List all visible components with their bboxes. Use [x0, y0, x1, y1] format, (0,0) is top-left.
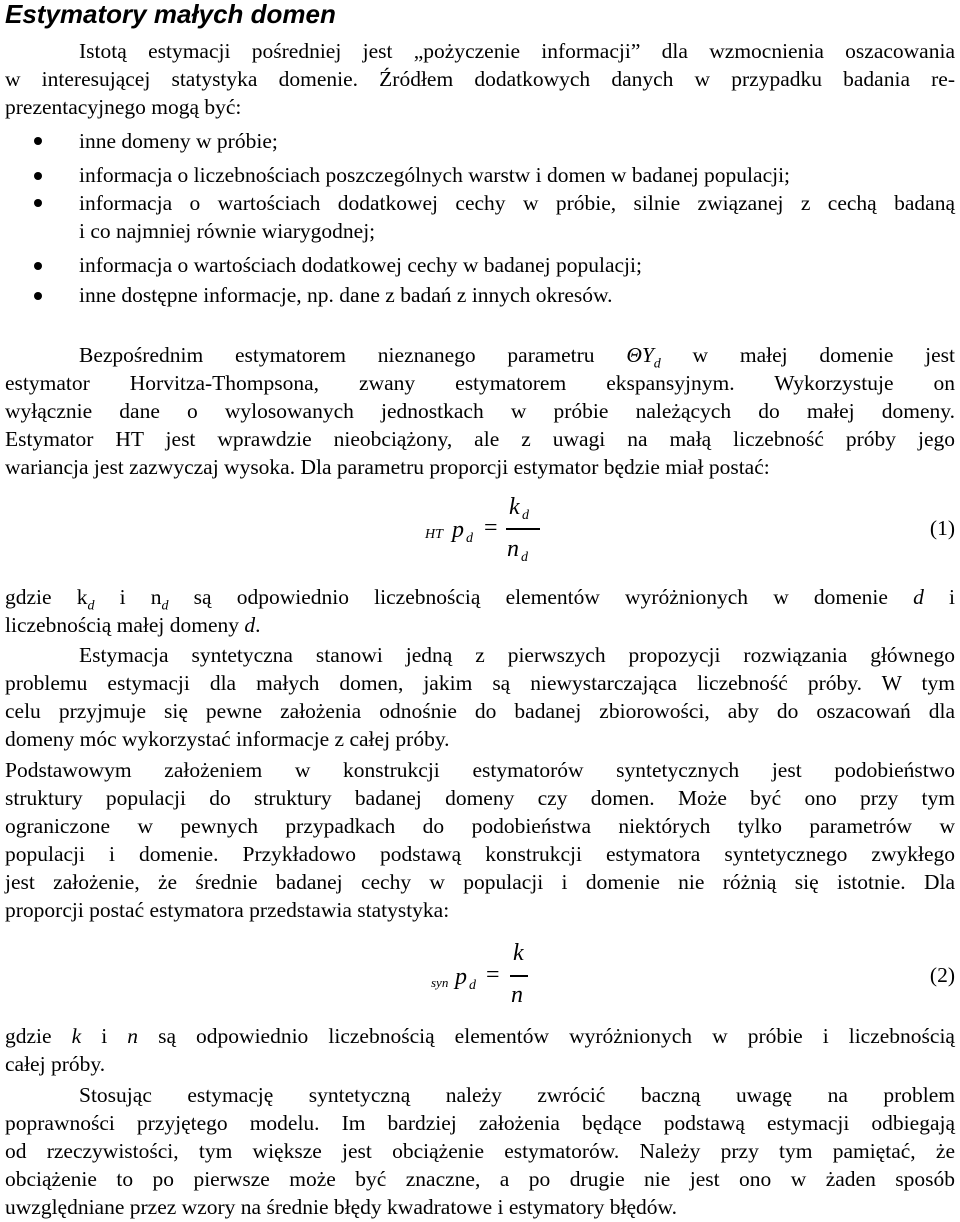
p3-line-1: gdzie $k_d$ i $n_d$ są odpowiednio liczebnością elementów wyróżnionych w domenie d i [5, 585, 955, 614]
p2-line-3: wyłącznie dane o wylosowanych jednostkach w próbie należących do małej domeny. [5, 399, 955, 423]
p6-line-2: całej próby. [5, 1052, 106, 1076]
document-page: Estymatory małych domen Istotą estymacji pośredniej jest „pożyczenie informacji” dla wzmocnienia oszacowania w interesującej statystyka domenie. Źródłem dodatkowych danych w przypadku badania re- prezentacyjnego mogą być: inne domeny w próbie; informacja o liczebnościach poszczególnych warstw i domen w badanej populacji; informacja o wartościach dodatkowej cechy w próbie, silnie związanej z cechą badaną i co najmniej równie wiarygodnej; informacja o wartościach dodatkowej cechy w badanej populacji; inne dostępne informacje, np. dane z badań z innych okresów. Bezpośrednim estymatorem nieznanego parametru $\Theta Y_d$ w małej domenie jest estymator Horvitza-Thompsona, zwany estymatorem ekspansyjnym. Wykorzystuje on wyłącznie dane o wylosowanych jednostkach w próbie należących do małej domeny. Estymator HT jest wprawdzie nieobciążony, ale z uwagi na małą liczebność próby jego wariancja jest zazwyczaj wysoka. Dla parametru proporcji estymator będzie miał postać: HT p d = k d n d (1) gdzie $k_d$ i $n_d$ są odpowiednio liczebnością elementów wyróżnionych w domenie d i liczebnością małej domeny d. Estymacja syntetyczna stanowi jedną z pierwszych propozycji rozwiązania głównego problemu estymacji dla małych domen, jakim są niewystarczająca liczebność próby. W tym celu przyjmuje się pewne założenia odnośnie do badanej zbiorowości, aby do oszacowań dla domeny móc wykorzystać informacje z całej próby. Podstawowym założeniem w konstrukcji estymatorów syntetycznych jest podobieństwo struktury populacji do struktury badanej domeny czy domen. Może być ono przy tym ograniczone w pewnych przypadkach do podobieństwa niektórych tylko parametrów w populacji i domenie. Przykładowo podstawą konstrukcji estymatora syntetycznego zwykłego jest założenie, że średnie badanej cechy w populacji i domenie nie różnią się istotnie. Dla proporcji postać estymatora przedstawia statystyka: syn p d = k n (2) gdzie k i n są odpowiednio liczebnością elementów wyróżnionych w próbie i liczebnością całej próby. Stosując estymację syntetyczną należy zwrócić baczną uwagę na problem poprawności przyjętego modelu. Im bardziej założenia będące podstawą estymacji odbiegają od rzeczywistości, tym większe jest obciążenie estymatorów. Należy przy tym pamiętać, że obciążenie to po pierwsze może być znaczne, a po drugie nie jest ono w żaden sposób uwzględniane przez wzory na średnie błędy kwadratowe i estymatory błędów. [5, 0, 955, 1219]
p7-line-3: od rzeczywistości, tym większe jest obciążenie estymatorów. Należy przy tym pamiętać, że [5, 1139, 955, 1163]
p2-line-5: wariancja jest zazwyczaj wysoka. Dla parametru proporcji estymator będzie miał postać: [5, 455, 770, 479]
p4-line-1: Estymacja syntetyczna stanowi jedną z pierwszych propozycji rozwiązania głównego [79, 643, 955, 667]
bullet-item-3-cont: i co najmniej równie wiarygodnej; [79, 219, 376, 243]
p2-line-4: Estymator HT jest wprawdzie nieobciążony, ale z uwagi na małą liczebność próby jego [5, 427, 955, 451]
p5-line-3: ograniczone w pewnych przypadkach do podobieństwa niektórych tylko parametrów w [5, 814, 955, 838]
bullet-dot [34, 262, 42, 270]
equation-number: (2) [929, 963, 955, 987]
bullet-item-1: inne domeny w próbie; [79, 129, 278, 153]
intro-line-1: Istotą estymacji pośredniej jest „pożyczenie informacji” dla wzmocnienia oszacowania [79, 39, 955, 63]
p6-line-1: gdzie k i n są odpowiednio liczebnością elementów wyróżnionych w próbie i liczebnością [5, 1024, 955, 1048]
bullet-dot [34, 292, 42, 300]
p5-line-4: populacji i domenie. Przykładowo podstawą konstrukcji estymatora syntetycznego zwykłego [5, 842, 955, 866]
p3-line-2: liczebnością małej domeny d. [5, 613, 261, 637]
bullet-item-4: informacja o wartościach dodatkowej cechy w badanej populacji; [79, 253, 642, 277]
p5-line-6: proporcji postać estymatora przedstawia statystyka: [5, 898, 450, 922]
bullet-item-3: informacja o wartościach dodatkowej cechy w próbie, silnie związanej z cechą badaną [79, 191, 955, 215]
p5-line-1: Podstawowym założeniem w konstrukcji estymatorów syntetycznych jest podobieństwo [5, 758, 955, 782]
p5-line-5: jest założenie, że średnie badanej cechy w populacji i domenie nie różnią się istotnie. Dla [5, 870, 955, 894]
theta-symbol: ΘY [626, 343, 654, 367]
p4-line-2: problemu estymacji dla małych domen, jakim są niewystarczająca liczebność próby. W tym [5, 671, 955, 695]
intro-line-3: prezentacyjnego mogą być: [5, 95, 242, 119]
fraction-bar [506, 528, 540, 530]
p7-line-5: uwzględniane przez wzory na średnie błędy kwadratowe i estymatory błędów. [5, 1195, 678, 1219]
bullet-dot [34, 172, 42, 180]
equation-number: (1) [929, 516, 955, 540]
bullet-item-5: inne dostępne informacje, np. dane z badań z innych okresów. [79, 283, 613, 307]
bullet-item-2: informacja o liczebnościach poszczególnych warstw i domen w badanej populacji; [79, 163, 791, 187]
p2-line-2: estymator Horvitza-Thompsona, zwany estymatorem ekspansyjnym. Wykorzystuje on [5, 371, 955, 395]
p4-line-3: celu przyjmuje się pewne założenia odnośnie do badanej zbiorowości, aby do oszacowań dla [5, 699, 955, 723]
p7-line-2: poprawności przyjętego modelu. Im bardziej założenia będące podstawą estymacji odbiegają [5, 1111, 955, 1135]
fraction-bar [510, 975, 528, 977]
p4-line-4: domeny móc wykorzystać informacje z całej próby. [5, 727, 450, 751]
p7-line-1: Stosując estymację syntetyczną należy zwrócić baczną uwagę na problem [79, 1083, 955, 1107]
section-heading: Estymatory małych domen [5, 0, 336, 29]
intro-line-2: w interesującej statystyka domenie. Źródłem dodatkowych danych w przypadku badania re- [5, 67, 955, 91]
p2-line-1: Bezpośrednim estymatorem nieznanego parametru $\Theta Y_d$ w małej domenie jest [79, 343, 955, 372]
p7-line-4: obciążenie to po pierwsze może być znaczne, a po drugie nie jest ono w żaden sposób [5, 1167, 955, 1191]
bullet-dot [34, 137, 42, 145]
bullet-dot [34, 199, 42, 207]
p5-line-2: struktury populacji do struktury badanej domeny czy domen. Może być ono przy tym [5, 786, 955, 810]
